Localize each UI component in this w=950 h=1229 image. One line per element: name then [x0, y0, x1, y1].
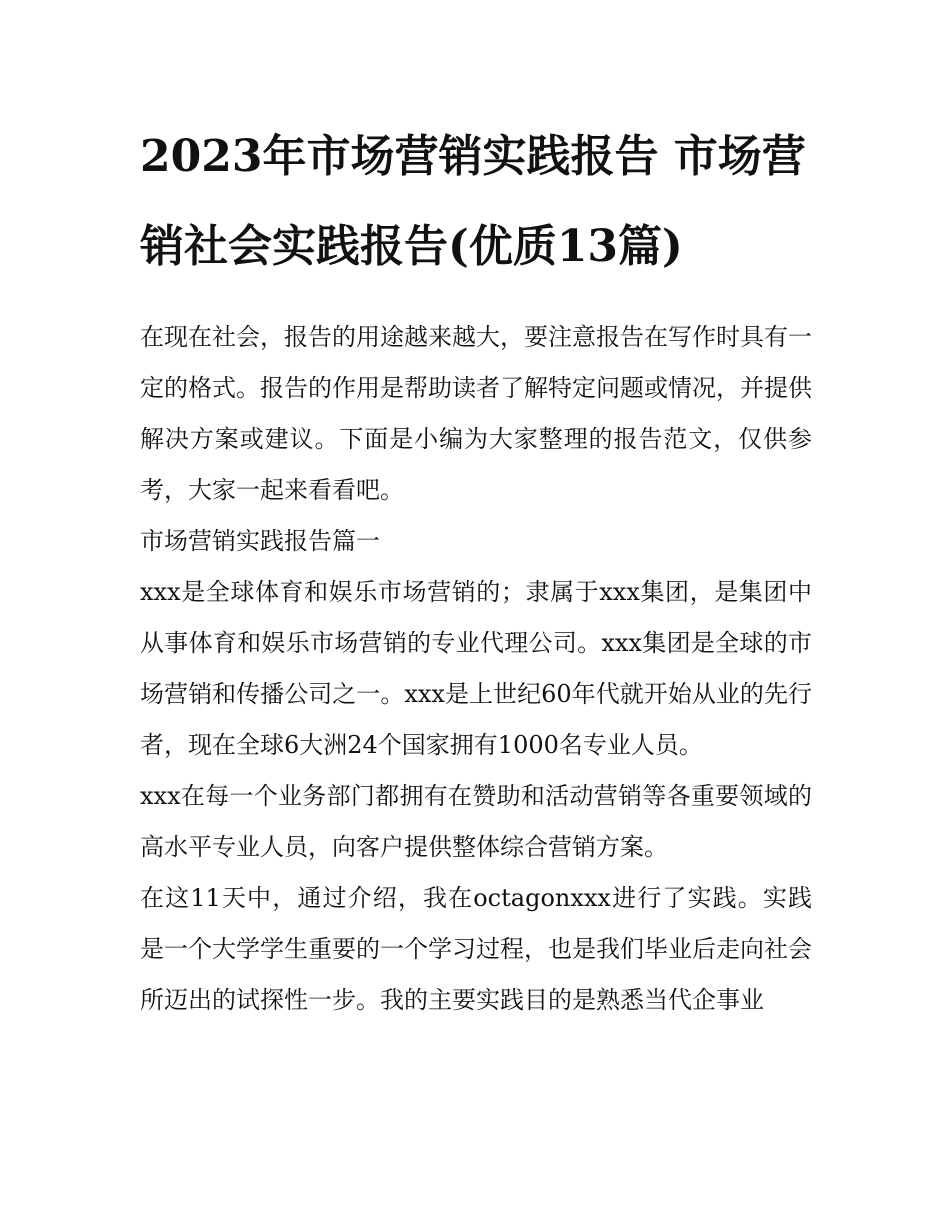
document-body [140, 112, 812, 1026]
body-paragraph-2: xxx在每一个业务部门都拥有在赞助和活动营销等各重要领域的高水平专业人员，向客户提供整体综合营销方案。 [140, 782, 812, 861]
body-paragraph-1: xxx是全球体育和娱乐市场营销的；隶属于xxx集团，是集团中从事体育和娱乐市场营销的专业代理公司。xxx集团是全球的市场营销和传播公司之一。xxx是上世纪60年代就开始从业的先行者，现在全球6大洲24个国家拥有1000名专业人员。 [140, 578, 812, 759]
section-heading: 市场营销实践报告篇一 [140, 527, 380, 555]
body-paragraph-3: 在这11天中，通过介绍，我在octagonxxx进行了实践。实践是一个大学学生重要的一个学习过程，也是我们毕业后走向社会所迈出的试探性一步。我的主要实践目的是熟悉当代企事业 [140, 884, 812, 1014]
document-title: 2023年市场营销实践报告 市场营销社会实践报告(优质13篇) [140, 131, 806, 272]
intro-paragraph: 在现在社会，报告的用途越来越大，要注意报告在写作时具有一定的格式。报告的作用是帮助读者了解特定问题或情况，并提供解决方案或建议。下面是小编为大家整理的报告范文，仅供参考，大家一起来看看吧。 [140, 323, 812, 504]
